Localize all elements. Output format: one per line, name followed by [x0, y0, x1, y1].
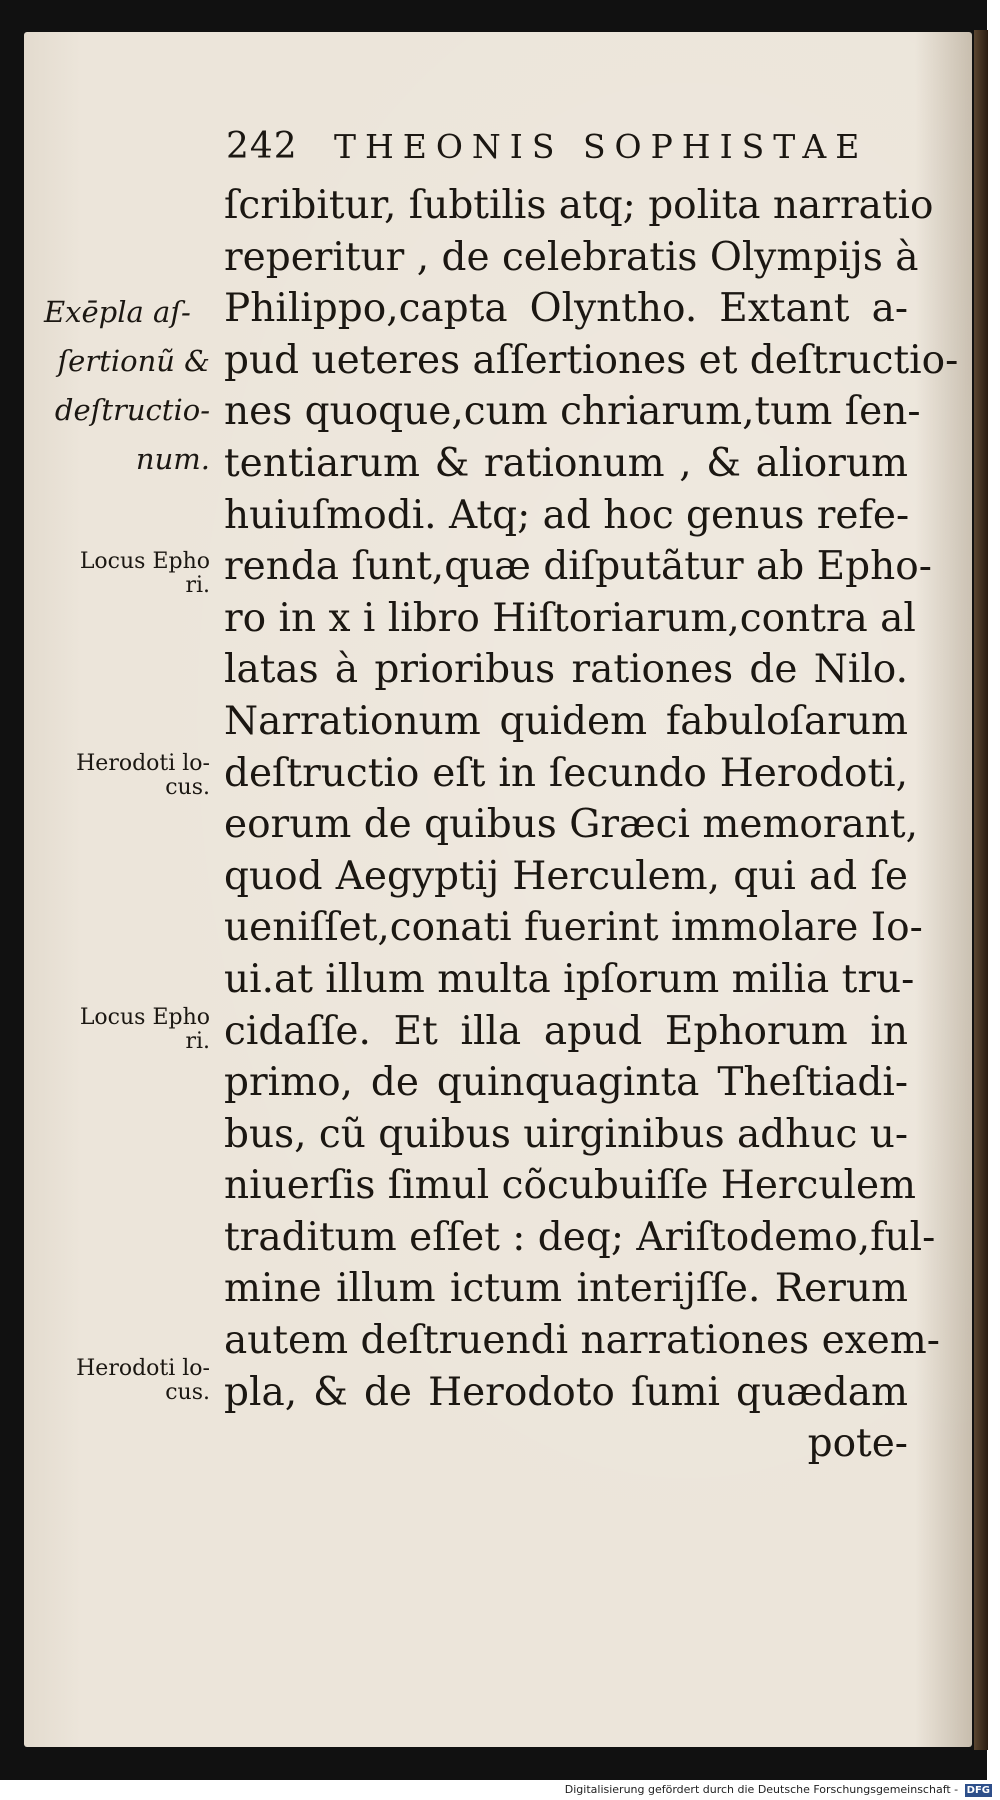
- margin-note-line: deſtructio-: [54, 393, 210, 427]
- margin-note-line: ri.: [185, 1029, 210, 1054]
- margin-note-locus-ephori: [44, 550, 210, 598]
- text-line: cidaſſe. Et illa apud Ephorum in: [224, 1008, 908, 1054]
- margin-note-locus-ephori: [44, 1006, 210, 1054]
- text-line: traditum eſſet : deq; Ariſtodemo,ful-: [224, 1214, 936, 1260]
- text-line: ueniſſet,conati fuerint immolare Io-: [224, 905, 923, 951]
- credit-text: Digitalisierung gefördert durch die Deutsche Forschungsgemeinschaft -: [564, 1783, 959, 1796]
- catchword: pote-: [807, 1421, 908, 1467]
- digitization-credit: [565, 1782, 992, 1798]
- text-line: primo, de quinquaginta Theſtiadi-: [224, 1060, 908, 1106]
- margin-note-line: Herodoti lo-: [76, 751, 210, 776]
- margin-note-herodoti-locus: [44, 1357, 210, 1405]
- text-line: deſtructio eſt in ſecundo Herodoti,: [224, 750, 908, 796]
- margin-note-line: ri.: [185, 573, 210, 598]
- margin-note-line: cus.: [165, 1380, 210, 1405]
- book-page-edge: [974, 30, 988, 1750]
- margin-note-line: num.: [135, 442, 210, 476]
- text-line: pla, & de Herodoto ſumi quædam: [224, 1369, 908, 1415]
- margin-note-exempla: [44, 288, 210, 484]
- margin-note-line: Locus Epho: [79, 549, 210, 574]
- text-line: ro in x i libro Hiſtoriarum,contra al: [224, 595, 916, 641]
- text-line: ui.at illum multa ipſorum milia tru-: [224, 956, 915, 1002]
- text-line: ſcribitur, ſubtilis atq; polita narratio: [224, 183, 934, 228]
- text-line: quod Aegyptij Herculem, qui ad ſe: [224, 853, 908, 899]
- text-line: bus, cũ quibus uirginibus adhuc u-: [224, 1111, 909, 1157]
- running-title: THEONIS SOPHISTAE: [334, 127, 869, 166]
- text-line: nes quoque,cum chriarum,tum ſen-: [224, 389, 921, 435]
- text-line: Philippo,capta Olyntho. Extant a-: [224, 286, 908, 332]
- margin-note-line: ſertionũ &: [57, 344, 210, 378]
- margin-note-herodoti-locus: [44, 752, 210, 800]
- text-line: eorum de quibus Græci memorant,: [224, 802, 918, 848]
- margin-note-line: Exēpla aſ-: [44, 295, 191, 329]
- text-line: mine illum ictum interijſſe. Rerum: [224, 1266, 908, 1312]
- main-text: [224, 180, 959, 1470]
- page-header: [226, 122, 906, 172]
- text-line: latas à prioribus rationes de Nilo.: [224, 647, 908, 693]
- text-line: reperitur , de celebratis Olympijs à: [224, 234, 919, 280]
- text-line: tentiarum & rationum , & aliorum: [224, 440, 908, 486]
- text-line: Narrationum quidem fabuloſarum: [224, 698, 908, 744]
- dfg-logo: DFG: [966, 1785, 990, 1796]
- page-number: 242: [226, 126, 298, 167]
- text-line: niuerſis ſimul cõcubuiſſe Herculem: [224, 1163, 917, 1209]
- text-line: pud ueteres aſſertiones et deſtructio-: [224, 337, 959, 383]
- text-line: autem deſtruendi narrationes exem-: [224, 1318, 940, 1364]
- margin-note-line: cus.: [165, 775, 210, 800]
- margin-note-line: Locus Epho: [79, 1005, 210, 1030]
- text-line: huiuſmodi. Atq; ad hoc genus refe-: [224, 492, 910, 538]
- text-line: renda ſunt,quæ diſputãtur ab Epho-: [224, 544, 932, 590]
- margin-note-line: Herodoti lo-: [76, 1356, 210, 1381]
